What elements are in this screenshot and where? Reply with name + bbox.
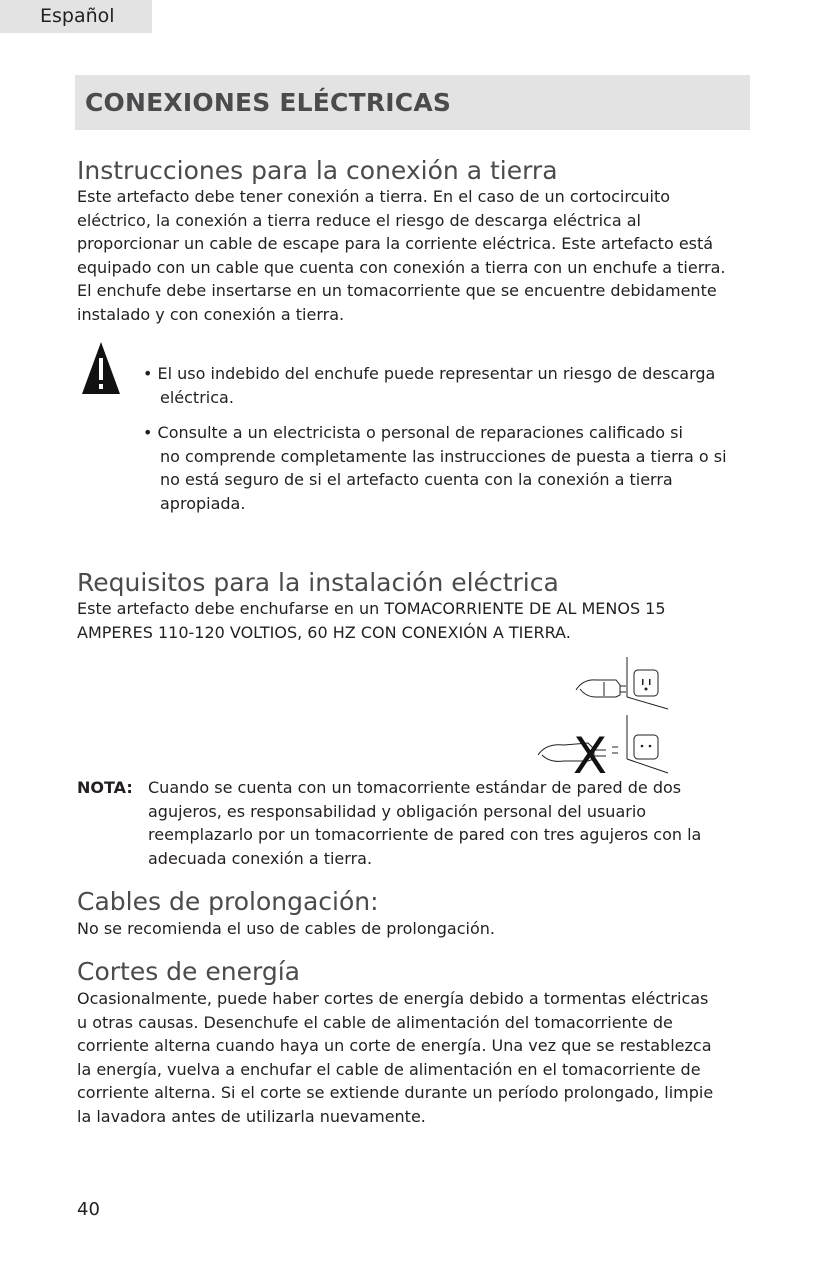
prohibited-x-mark: X [572, 727, 608, 785]
text-line: proporcionar un cable de escape para la corriente eléctrica. Este artefacto está [77, 234, 714, 253]
text-line: Ocasionalmente, puede haber cortes de energía debido a tormentas eléctricas [77, 989, 709, 1008]
page-number: 40 [77, 1199, 100, 1220]
text-line: eléctrico, la conexión a tierra reduce el riesgo de descarga eléctrica al [77, 210, 641, 230]
text-line: instalado y con conexión a tierra. [77, 304, 345, 324]
text-line: apropiada. [160, 493, 246, 513]
text-line: no está seguro de si el artefacto cuenta con la conexión a tierra [160, 470, 673, 489]
section-title: CONEXIONES ELÉCTRICAS [85, 88, 452, 117]
text-line: • Consulte a un electricista o personal de reparaciones calificado si [143, 423, 683, 442]
note-label: NOTA: [77, 778, 133, 797]
warning-bullet [143, 362, 715, 409]
electrical-requirements-paragraph [77, 597, 666, 644]
text-line: u otras causas. Desenchufe el cable de alimentación del tomacorriente de [77, 1012, 673, 1032]
text-line: la lavadora antes de utilizarla nuevamente. [77, 1106, 426, 1126]
text-line: corriente alterna. Si el corte se extiende durante un período prolongado, limpie [77, 1083, 714, 1102]
warning-triangle-icon [82, 342, 120, 394]
text-line: Este artefacto debe tener conexión a tierra. En el caso de un cortocircuito [77, 187, 671, 206]
text-line: eléctrica. [160, 387, 234, 407]
text-line: no comprende completamente las instrucciones de puesta a tierra o si [160, 446, 727, 466]
language-tab: Español [0, 0, 152, 33]
text-line: equipado con un cable que cuenta con conexión a tierra con un enchufe a tierra. [77, 257, 726, 277]
text-line: corriente alterna cuando haya un corte de energía. Una vez que se restablezca [77, 1036, 712, 1055]
section-banner [75, 75, 750, 130]
extension-cords-paragraph [77, 917, 495, 941]
grounding-heading: Instrucciones para la conexión a tierra [77, 156, 558, 185]
electrical-requirements-heading: Requisitos para la instalación eléctrica [77, 568, 559, 597]
text-line: agujeros, es responsabilidad y obligación personal del usuario [148, 801, 647, 821]
text-line: reemplazarlo por un tomacorriente de pared con tres agujeros con la [148, 825, 702, 844]
text-line: la energía, vuelva a enchufar el cable de alimentación en el tomacorriente de [77, 1059, 701, 1079]
grounding-paragraph [77, 185, 725, 326]
text-line: adecuada conexión a tierra. [148, 848, 373, 868]
text-line: • El uso indebido del enchufe puede representar un riesgo de descarga [143, 364, 716, 383]
power-outage-heading: Cortes de energía [77, 957, 300, 986]
text-line: Este artefacto debe enchufarse en un TOMACORRIENTE DE AL MENOS 15 [77, 599, 666, 618]
warning-bullet [143, 421, 727, 515]
text-line: AMPERES 110-120 VOLTIOS, 60 HZ CON CONEXIÓN A TIERRA. [77, 622, 571, 642]
text-line: El enchufe debe insertarse en un tomacorriente que se encuentre debidamente [77, 281, 717, 300]
note-body [148, 776, 701, 870]
text-line: No se recomienda el uso de cables de prolongación. [77, 919, 495, 938]
extension-cords-heading: Cables de prolongación: [77, 887, 379, 916]
plug-outlet-diagram-icon [528, 655, 670, 785]
power-outage-paragraph [77, 987, 713, 1128]
text-line: Cuando se cuenta con un tomacorriente estándar de pared de dos [148, 778, 682, 797]
